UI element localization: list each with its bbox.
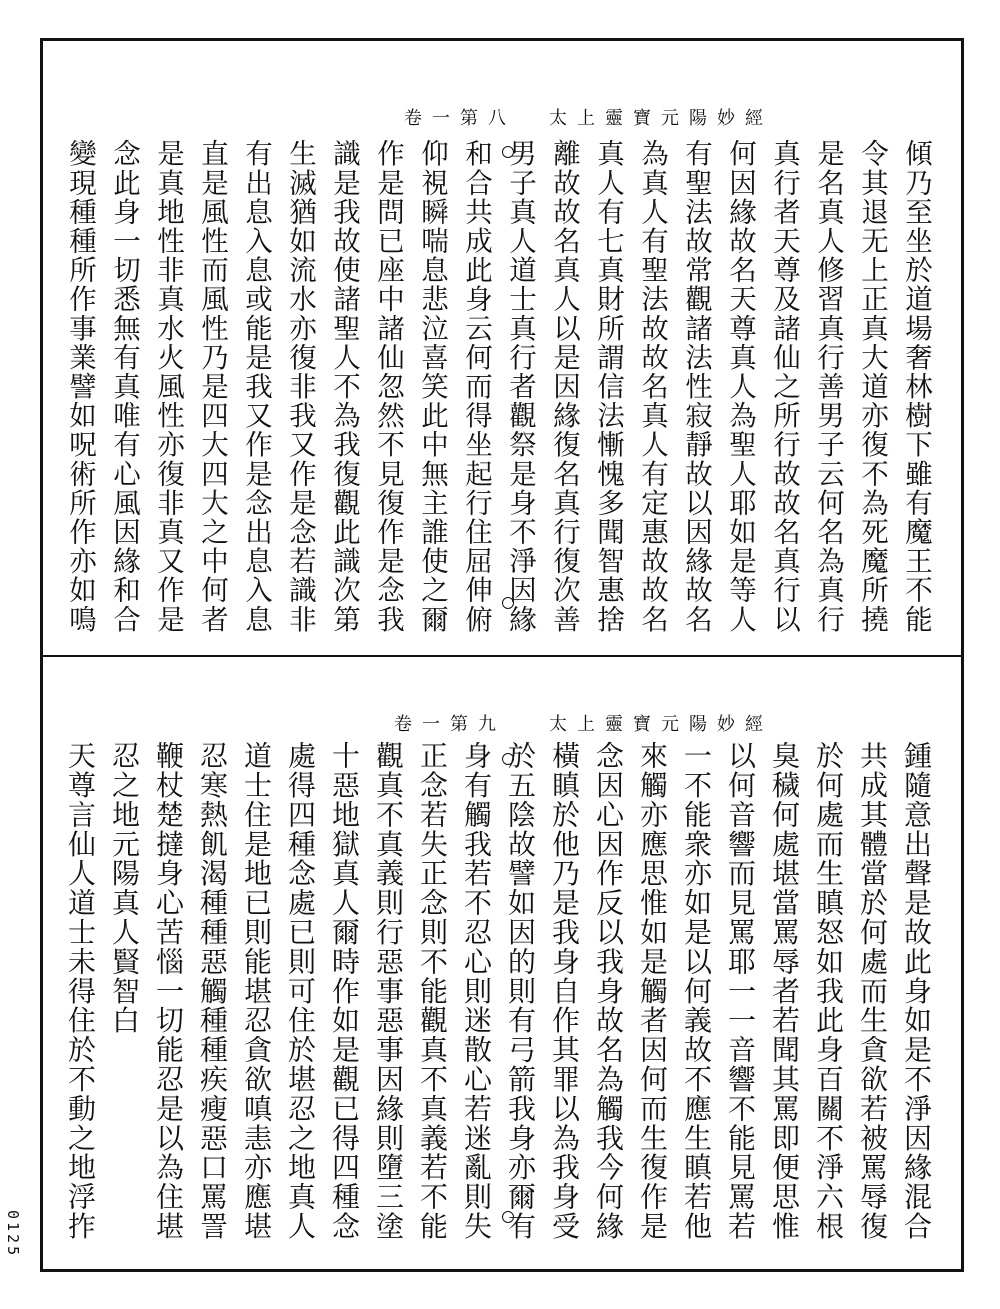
bottom-column: 處得四種念處已則可住於堪忍之地真人 <box>284 741 317 1241</box>
page-divider <box>40 655 964 657</box>
top-column: 念此身一切悉無有真唯有心風因緣和合 <box>108 139 140 634</box>
top-column: 令其退无上正真大道亦復不為死魔所撓 <box>856 139 888 634</box>
bottom-column: 觀真不真義則行惡事惡事因緣則墮三塗 <box>372 741 405 1241</box>
top-column: 何因緣故名天尊真人為聖人耶如是等人 <box>724 139 756 634</box>
bottom-column: 天尊言仙人道士未得住於不動之地浮拃 <box>64 741 97 1241</box>
top-column: 直是風性而風性乃是四大四大之中何者 <box>196 139 228 634</box>
bottom-column: 道士住是地已則能堪忍貪欲嗔恚亦應堪 <box>240 741 273 1241</box>
top-column: 有聖法故常觀諸法性寂靜故以因緣故名 <box>680 139 712 634</box>
top-column: 為真人有聖法故故名真人有定惠故故名 <box>636 139 668 634</box>
top-column: 有出息入息或能是我又作是念出息入息 <box>240 139 272 634</box>
bottom-column: 於五陰故譬如因的則有弓箭我身亦爾有 <box>504 741 537 1241</box>
top-column: 作是問已座中諸仙忽然不見復作是念我 <box>372 139 404 634</box>
top-header-title: 太上靈寶元陽妙經 <box>549 108 773 129</box>
bottom-header-title: 太上靈寶元陽妙經 <box>549 714 773 735</box>
bottom-column: 鞭杖楚撻身心苦惱一切能忍是以為住堪 <box>152 741 185 1241</box>
bottom-column: 念因心因作反以我身故名為觸我今何緣 <box>592 741 625 1241</box>
top-page <box>44 42 960 653</box>
top-column: 男子真人道士真行者觀祭是身不淨因緣 <box>504 139 536 634</box>
top-column: 和合共成此身云何而得坐起行住屈伸俯 <box>460 139 492 634</box>
bottom-column: 以何音響而見罵耶一一音響不能見罵若 <box>724 741 757 1241</box>
top-column: 識是我故使諸聖人不為我復觀此識次第 <box>328 139 360 634</box>
top-header-volume: 卷一第八 <box>404 108 516 129</box>
top-column: 生滅猶如流水亦復非我又作是念若識非 <box>284 139 316 634</box>
bottom-column: 忍寒熱飢渴種種惡觸種種疾瘦惡口罵詈 <box>196 741 229 1241</box>
top-column: 傾乃至坐於道場奢林樹下雖有魔王不能 <box>900 139 932 634</box>
bottom-column: 身有觸我若不忍心則迷散心若迷亂則失 <box>460 741 493 1241</box>
top-column: 真人有七真財所謂信法慚愧多聞智惠捨 <box>592 139 624 634</box>
top-column: 是名真人修習真行善男子云何名為真行 <box>812 139 844 634</box>
bottom-column: 十惡地獄真人爾時作如是觀已得四種念 <box>328 741 361 1241</box>
bottom-column: 鍾隨意出聲是故此身如是不淨因緣混合 <box>900 741 933 1241</box>
bottom-column: 臭穢何處堪當罵辱者若聞其罵即便思惟 <box>768 741 801 1241</box>
top-column: 是真地性非真水火風性亦復非真又作是 <box>152 139 184 634</box>
bottom-column: 正念若失正念則不能觀真不真義若不能 <box>416 741 449 1241</box>
bottom-header-volume: 卷一第九 <box>394 714 506 735</box>
bottom-column: 於何處而生瞋怒如我此身百關不淨六根 <box>812 741 845 1241</box>
bottom-column: 橫瞋於他乃是我身自作其罪以為我身受 <box>548 741 581 1241</box>
paragraph-circle-mark <box>502 753 514 765</box>
bottom-column: 忍之地元陽真人賢智白 <box>108 741 141 1035</box>
bottom-column: 來觸亦應思惟如是觸者因何而生復作是 <box>636 741 669 1241</box>
paragraph-circle-mark <box>502 146 514 158</box>
top-column: 真行者天尊及諸仙之所行故故名真行以 <box>768 139 800 634</box>
top-column: 離故故名真人以是因緣復名真行復次善 <box>548 139 580 634</box>
bottom-page <box>44 659 960 1268</box>
top-column: 變現種種所作事業譬如呪術所作亦如鳴 <box>64 139 96 634</box>
bottom-column: 一不能衆亦如是以何義故不應生瞋若他 <box>680 741 713 1241</box>
top-column: 仰視瞬喘息悲泣喜笑此中無主誰使之爾 <box>416 139 448 634</box>
paragraph-circle-mark <box>502 597 514 609</box>
bottom-column: 共成其體當於何處而生貪欲若被罵辱復 <box>856 741 889 1241</box>
paragraph-circle-mark <box>502 1211 514 1223</box>
margin-page-number: 0125 <box>4 1210 22 1259</box>
